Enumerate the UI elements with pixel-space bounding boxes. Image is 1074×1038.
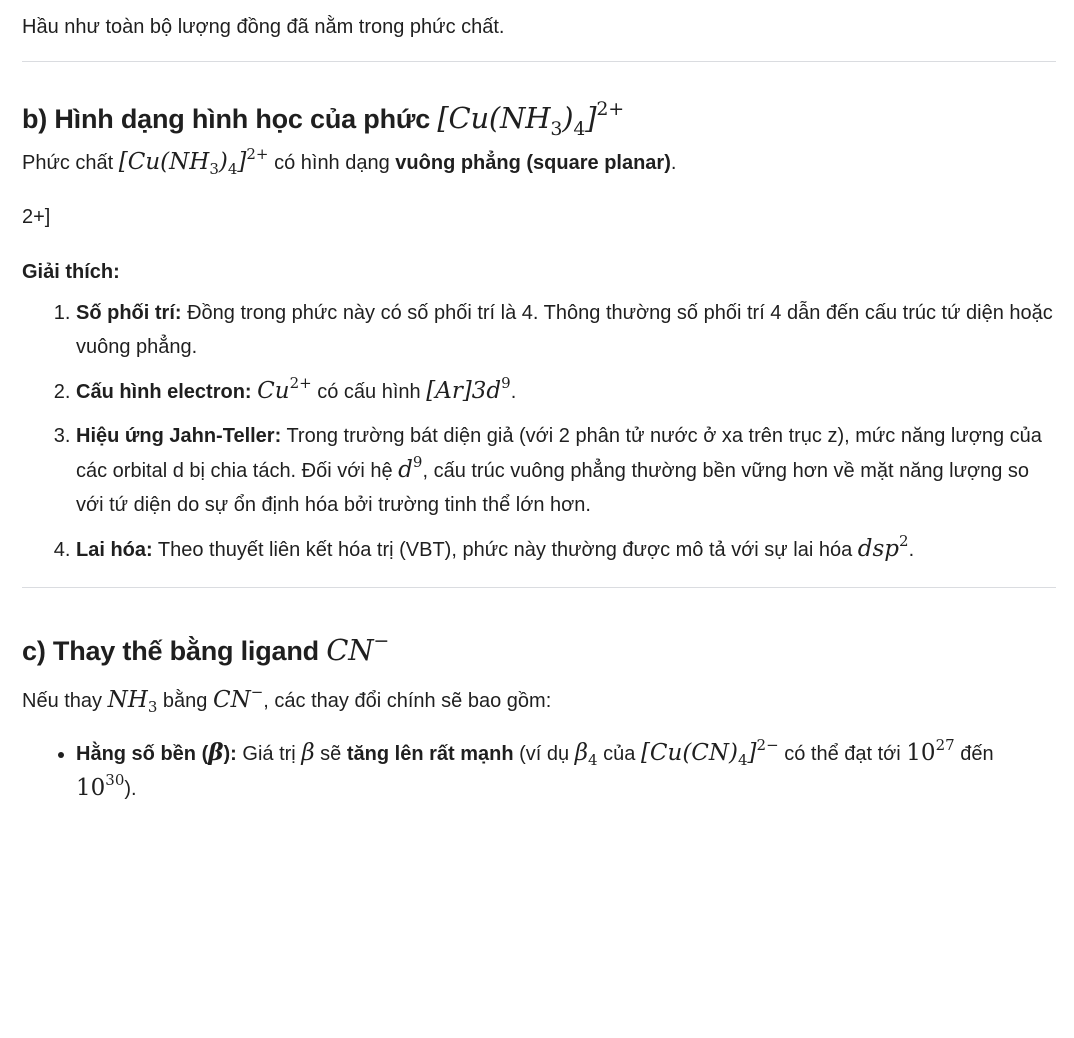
section-c-heading-text: c) Thay thế bằng ligand [22, 636, 319, 666]
section-c-heading [22, 630, 1056, 671]
formula-beta: β [301, 740, 315, 766]
formula-10e27: $10^{27}$ [906, 736, 955, 766]
formula-beta4: $\beta_4$ [574, 740, 598, 769]
shape-name: vuông phẳng (square planar) [395, 152, 671, 174]
formula-beta-label: β [208, 739, 224, 766]
list-item: 4. Lai hóa: Theo thuyết liên kết hóa trị (VBT), phức này thường được mô tả với sự lai hóa dsp$^2$. [76, 532, 1056, 567]
list-item: 3. Hiệu ứng Jahn-Teller: Trong trường bát diện giả (với 2 phân tử nước ở xa trên trục z), mức năng lượng của các orbital d bị chia tách. Đối với hệ $d^9$, cấu trúc vuông phẳng thường bền vững hơn về mặt năng lượng so với tứ diện do sự ổn định hóa bởi trường tinh thể lớn hơn. [76, 419, 1056, 522]
formula-cucn4: $[Cu(CN)_4]^{2-}$ [640, 736, 779, 769]
divider-1 [22, 61, 1056, 62]
explain-label: Giải thích: [22, 261, 120, 283]
formula-dsp2: dsp$^2$ [857, 532, 909, 562]
list-item: 1. Số phối trí: Đồng trong phức này có số phối trí là 4. Thông thường số phối trí 4 dẫn đến cấu trúc tứ diện hoặc vuông phẳng. [76, 296, 1056, 364]
formula-d9: $d^9$ [398, 453, 423, 483]
formula-cn-heading: CN− [326, 630, 390, 667]
formula-10e30: $10^{30}$ [76, 771, 125, 801]
list-item: 2. Cấu hình electron: $Cu^{2+}$ có cấu hình $[Ar]3d^9$. [76, 374, 1056, 409]
section-b-heading-text: b) Hình dạng hình học của phức [22, 104, 431, 134]
section-b-heading [22, 98, 1056, 139]
formula-cu2: $Cu^{2+}$ [257, 374, 312, 404]
substitution-paragraph: Nếu thay $NH_3$ bằng CN−, các thay đổi chính sẽ bao gồm: [22, 683, 552, 716]
stray-text: 2+] [22, 206, 51, 228]
formula-cn: CN− [212, 683, 264, 713]
formula-nh3: $NH_3$ [107, 687, 158, 716]
explanation-list [22, 296, 1056, 567]
intro-paragraph: Hầu như toàn bộ lượng đồng đã nằm trong phức chất. [22, 16, 505, 38]
shape-paragraph: Phức chất $[Cu(NH_3)_4]^{2+}$ có hình dạng vuông phẳng (square planar). [22, 145, 677, 178]
list-item: • Hằng số bền (β): Giá trị β sẽ tăng lên rất mạnh (ví dụ $\beta_4$ của $[Cu(CN)_4]^{2-}$ có thể đạt tới $10^{27}$ đến $10^{30}$). [76, 736, 1056, 806]
formula-complex: $[Cu(NH_3)_4]^{2+}$ [437, 98, 624, 140]
formula-ar-config: $[Ar]3d^9$ [426, 374, 511, 404]
changes-list [22, 736, 1056, 806]
formula-complex-inline: $[Cu(NH_3)_4]^{2+}$ [118, 145, 269, 178]
divider-2 [22, 587, 1056, 588]
